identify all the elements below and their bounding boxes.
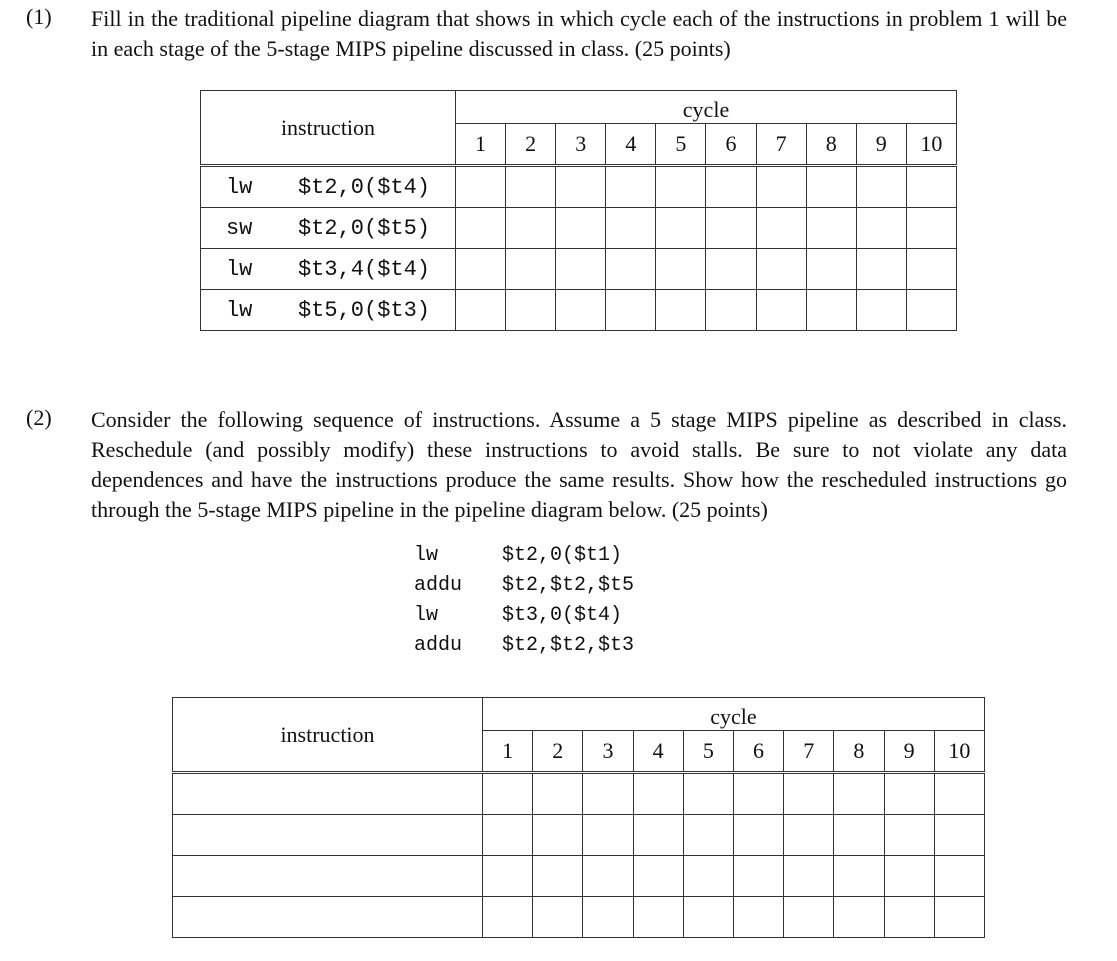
t1-cycle-7: 7 xyxy=(756,124,806,166)
pipeline-cell[interactable] xyxy=(556,290,606,331)
pipeline-cell[interactable] xyxy=(606,208,656,249)
instruction-cell[interactable] xyxy=(173,815,483,856)
pipeline-cell[interactable] xyxy=(656,208,706,249)
table-row xyxy=(201,290,957,331)
pipeline-cell[interactable] xyxy=(683,815,733,856)
table-row xyxy=(201,208,957,249)
instruction-header-2: instruction xyxy=(173,698,483,773)
pipeline-cell[interactable] xyxy=(706,290,756,331)
pipeline-cell[interactable] xyxy=(806,290,856,331)
pipeline-cell[interactable] xyxy=(606,249,656,290)
pipeline-cell[interactable] xyxy=(583,815,633,856)
table-row xyxy=(201,249,957,290)
pipeline-cell[interactable] xyxy=(656,290,706,331)
pipeline-table-1 xyxy=(200,90,957,331)
instruction-sequence xyxy=(414,541,634,661)
pipeline-cell[interactable] xyxy=(856,166,906,208)
t1-cycle-8: 8 xyxy=(806,124,856,166)
opcode: sw xyxy=(225,215,253,241)
pipeline-cell[interactable] xyxy=(806,166,856,208)
table-row xyxy=(173,773,985,815)
pipeline-cell[interactable] xyxy=(633,897,683,938)
pipeline-cell[interactable] xyxy=(784,856,834,897)
opcode: addu xyxy=(414,634,463,657)
cycle-header-2: cycle xyxy=(483,698,985,731)
table-row xyxy=(173,815,985,856)
operands: $t2,$t2,$t5 xyxy=(502,574,635,597)
pipeline-cell[interactable] xyxy=(483,815,533,856)
pipeline-cell[interactable] xyxy=(656,166,706,208)
t2-cycle-2: 2 xyxy=(533,731,583,773)
operands: $t2,0($t5) xyxy=(297,215,431,241)
instruction-cell[interactable] xyxy=(173,856,483,897)
pipeline-cell[interactable] xyxy=(856,249,906,290)
t1-cycle-6: 6 xyxy=(706,124,756,166)
pipeline-cell[interactable] xyxy=(683,773,733,815)
operands: $t2,0($t4) xyxy=(297,174,431,200)
pipeline-cell[interactable] xyxy=(906,208,956,249)
pipeline-cell[interactable] xyxy=(906,166,956,208)
pipeline-table-2 xyxy=(172,697,985,938)
pipeline-cell[interactable] xyxy=(756,208,806,249)
pipeline-cell[interactable] xyxy=(456,249,506,290)
instruction-cell xyxy=(201,166,456,208)
pipeline-cell[interactable] xyxy=(834,815,884,856)
pipeline-cell[interactable] xyxy=(583,773,633,815)
problem-1-text: Fill in the traditional pipeline diagram that shows in which cycle each of the instructions in problem 1 will be in each stage of the 5-stage MIPS pipeline discussed in class. (25 points) xyxy=(91,6,1067,61)
t2-cycle-6: 6 xyxy=(733,731,783,773)
pipeline-cell[interactable] xyxy=(656,249,706,290)
pipeline-cell[interactable] xyxy=(683,856,733,897)
t2-cycle-8: 8 xyxy=(834,731,884,773)
pipeline-cell[interactable] xyxy=(884,856,934,897)
opcode: addu xyxy=(414,574,463,597)
pipeline-cell[interactable] xyxy=(733,856,783,897)
table-row xyxy=(173,856,985,897)
pipeline-cell[interactable] xyxy=(506,290,556,331)
instruction-header-1: instruction xyxy=(201,91,456,166)
t1-cycle-3: 3 xyxy=(556,124,606,166)
pipeline-cell[interactable] xyxy=(884,897,934,938)
pipeline-cell[interactable] xyxy=(483,897,533,938)
opcode: lw xyxy=(414,604,439,627)
pipeline-cell[interactable] xyxy=(884,773,934,815)
problem-2-text: Consider the following sequence of instructions. Assume a 5 stage MIPS pipeline as described in class. Reschedule (and possibly modify) these instructions to avoid stalls. Be sure to not violate any data dependences and have the instructions produce the same results. Show how the rescheduled instructions go through the 5-stage MIPS pipeline in the pipeline diagram below. (25 points) xyxy=(91,407,1067,522)
pipeline-cell[interactable] xyxy=(934,773,984,815)
pipeline-cell[interactable] xyxy=(934,856,984,897)
t1-cycle-9: 9 xyxy=(856,124,906,166)
pipeline-cell[interactable] xyxy=(456,290,506,331)
operands: $t2,0($t1) xyxy=(502,544,623,567)
operands: $t3,4($t4) xyxy=(297,256,431,282)
t1-cycle-4: 4 xyxy=(606,124,656,166)
cycle-header-1: cycle xyxy=(456,91,957,124)
pipeline-cell[interactable] xyxy=(583,856,633,897)
pipeline-cell[interactable] xyxy=(556,166,606,208)
t2-cycle-4: 4 xyxy=(633,731,683,773)
pipeline-cell[interactable] xyxy=(633,815,683,856)
pipeline-cell[interactable] xyxy=(556,208,606,249)
pipeline-cell[interactable] xyxy=(806,249,856,290)
pipeline-cell[interactable] xyxy=(733,815,783,856)
pipeline-cell[interactable] xyxy=(533,897,583,938)
pipeline-cell[interactable] xyxy=(506,166,556,208)
pipeline-cell[interactable] xyxy=(533,773,583,815)
code-line xyxy=(414,601,634,631)
pipeline-cell[interactable] xyxy=(533,856,583,897)
pipeline-cell[interactable] xyxy=(834,897,884,938)
operands: $t3,0($t4) xyxy=(502,604,623,627)
t1-cycle-2: 2 xyxy=(506,124,556,166)
opcode: lw xyxy=(225,256,253,282)
pipeline-cell[interactable] xyxy=(483,773,533,815)
instruction-cell[interactable] xyxy=(173,897,483,938)
t1-cycle-10: 10 xyxy=(906,124,956,166)
problem-2-number: (2) xyxy=(26,405,52,430)
instruction-cell xyxy=(201,208,456,249)
pipeline-cell[interactable] xyxy=(756,249,806,290)
pipeline-cell[interactable] xyxy=(456,166,506,208)
t2-cycle-10: 10 xyxy=(934,731,984,773)
code-line xyxy=(414,631,634,661)
pipeline-cell[interactable] xyxy=(756,290,806,331)
pipeline-cell[interactable] xyxy=(856,208,906,249)
problem-1-number: (1) xyxy=(26,4,52,29)
t1-cycle-5: 5 xyxy=(656,124,706,166)
instruction-cell[interactable] xyxy=(173,773,483,815)
pipeline-cell[interactable] xyxy=(483,856,533,897)
opcode: lw xyxy=(225,297,253,323)
pipeline-cell[interactable] xyxy=(583,897,633,938)
pipeline-cell[interactable] xyxy=(934,815,984,856)
pipeline-cell[interactable] xyxy=(633,856,683,897)
pipeline-cell[interactable] xyxy=(834,856,884,897)
pipeline-cell[interactable] xyxy=(706,249,756,290)
t2-cycle-5: 5 xyxy=(683,731,733,773)
pipeline-cell[interactable] xyxy=(606,290,656,331)
pipeline-cell[interactable] xyxy=(706,166,756,208)
pipeline-cell[interactable] xyxy=(906,290,956,331)
pipeline-cell[interactable] xyxy=(834,773,884,815)
t1-cycle-1: 1 xyxy=(456,124,506,166)
table-row xyxy=(173,897,985,938)
opcode: lw xyxy=(225,174,253,200)
pipeline-cell[interactable] xyxy=(733,773,783,815)
pipeline-cell[interactable] xyxy=(506,249,556,290)
pipeline-cell[interactable] xyxy=(784,897,834,938)
table-row xyxy=(201,166,957,208)
pipeline-cell[interactable] xyxy=(906,249,956,290)
instruction-cell xyxy=(201,249,456,290)
pipeline-cell[interactable] xyxy=(856,290,906,331)
pipeline-cell[interactable] xyxy=(884,815,934,856)
opcode: lw xyxy=(414,544,439,567)
pipeline-cell[interactable] xyxy=(556,249,606,290)
code-line xyxy=(414,571,634,601)
t2-cycle-3: 3 xyxy=(583,731,633,773)
pipeline-cell[interactable] xyxy=(533,815,583,856)
pipeline-cell[interactable] xyxy=(506,208,556,249)
instruction-cell xyxy=(201,290,456,331)
t2-cycle-9: 9 xyxy=(884,731,934,773)
pipeline-cell[interactable] xyxy=(806,208,856,249)
pipeline-cell[interactable] xyxy=(706,208,756,249)
pipeline-cell[interactable] xyxy=(756,166,806,208)
pipeline-cell[interactable] xyxy=(733,897,783,938)
pipeline-cell[interactable] xyxy=(934,897,984,938)
t2-cycle-7: 7 xyxy=(784,731,834,773)
pipeline-cell[interactable] xyxy=(784,815,834,856)
pipeline-cell[interactable] xyxy=(784,773,834,815)
pipeline-cell[interactable] xyxy=(633,773,683,815)
pipeline-cell[interactable] xyxy=(606,166,656,208)
operands: $t2,$t2,$t3 xyxy=(502,634,635,657)
code-line xyxy=(414,541,634,571)
t2-cycle-1: 1 xyxy=(483,731,533,773)
operands: $t5,0($t3) xyxy=(297,297,431,323)
pipeline-cell[interactable] xyxy=(456,208,506,249)
pipeline-cell[interactable] xyxy=(683,897,733,938)
